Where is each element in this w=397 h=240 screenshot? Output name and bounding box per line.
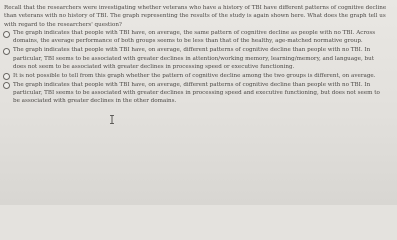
- answer-option-text: The graph indicates that people with TBI have, on average, different patterns of cognitive decline than people with no TBI. In particular, TBI seems to be associated with greater declines in attention/working memory, learning/memory, and language, but does not seem to be associated with greater declines in processing speed or executive functioning.: [13, 47, 374, 70]
- answer-options: [3, 29, 395, 106]
- answer-option-text: The graph indicates that people with TBI have, on average, different patterns of cognitive decline than people with no TBI. In particular, TBI seems to be associated with greater declines in processing speed and executive functioning, but does not seem to be associated with greater declines in the other domains.: [13, 81, 380, 105]
- radio-button-icon[interactable]: [3, 82, 10, 89]
- question-text: Recall that the researchers were investigating whether veterans who have a history of TBI have different patterns of cognitive decline than veterans with no history of TBI. The graph representing the results of the study is again shown here. What does the graph tell us with regard to the researchers' question?: [4, 5, 387, 28]
- answer-option-d[interactable]: [3, 81, 395, 106]
- radio-button-icon[interactable]: [3, 31, 10, 38]
- text-cursor-icon: [109, 115, 115, 124]
- answer-option-b[interactable]: [3, 46, 395, 71]
- answer-option-a[interactable]: [3, 29, 395, 46]
- answer-option-text: It is not possible to tell from this graph whether the pattern of cognitive decline among the two groups is different, on average.: [13, 72, 376, 79]
- answer-option-c[interactable]: [3, 72, 395, 81]
- answer-option-text: The graph indicates that people with TBI have, on average, the same pattern of cognitive decline as people with no TBI. Across domains, the average performance of both groups seems to be less than that of the healthy, age-matched normative group.: [13, 30, 376, 45]
- radio-button-icon[interactable]: [3, 73, 10, 80]
- radio-button-icon[interactable]: [3, 48, 10, 55]
